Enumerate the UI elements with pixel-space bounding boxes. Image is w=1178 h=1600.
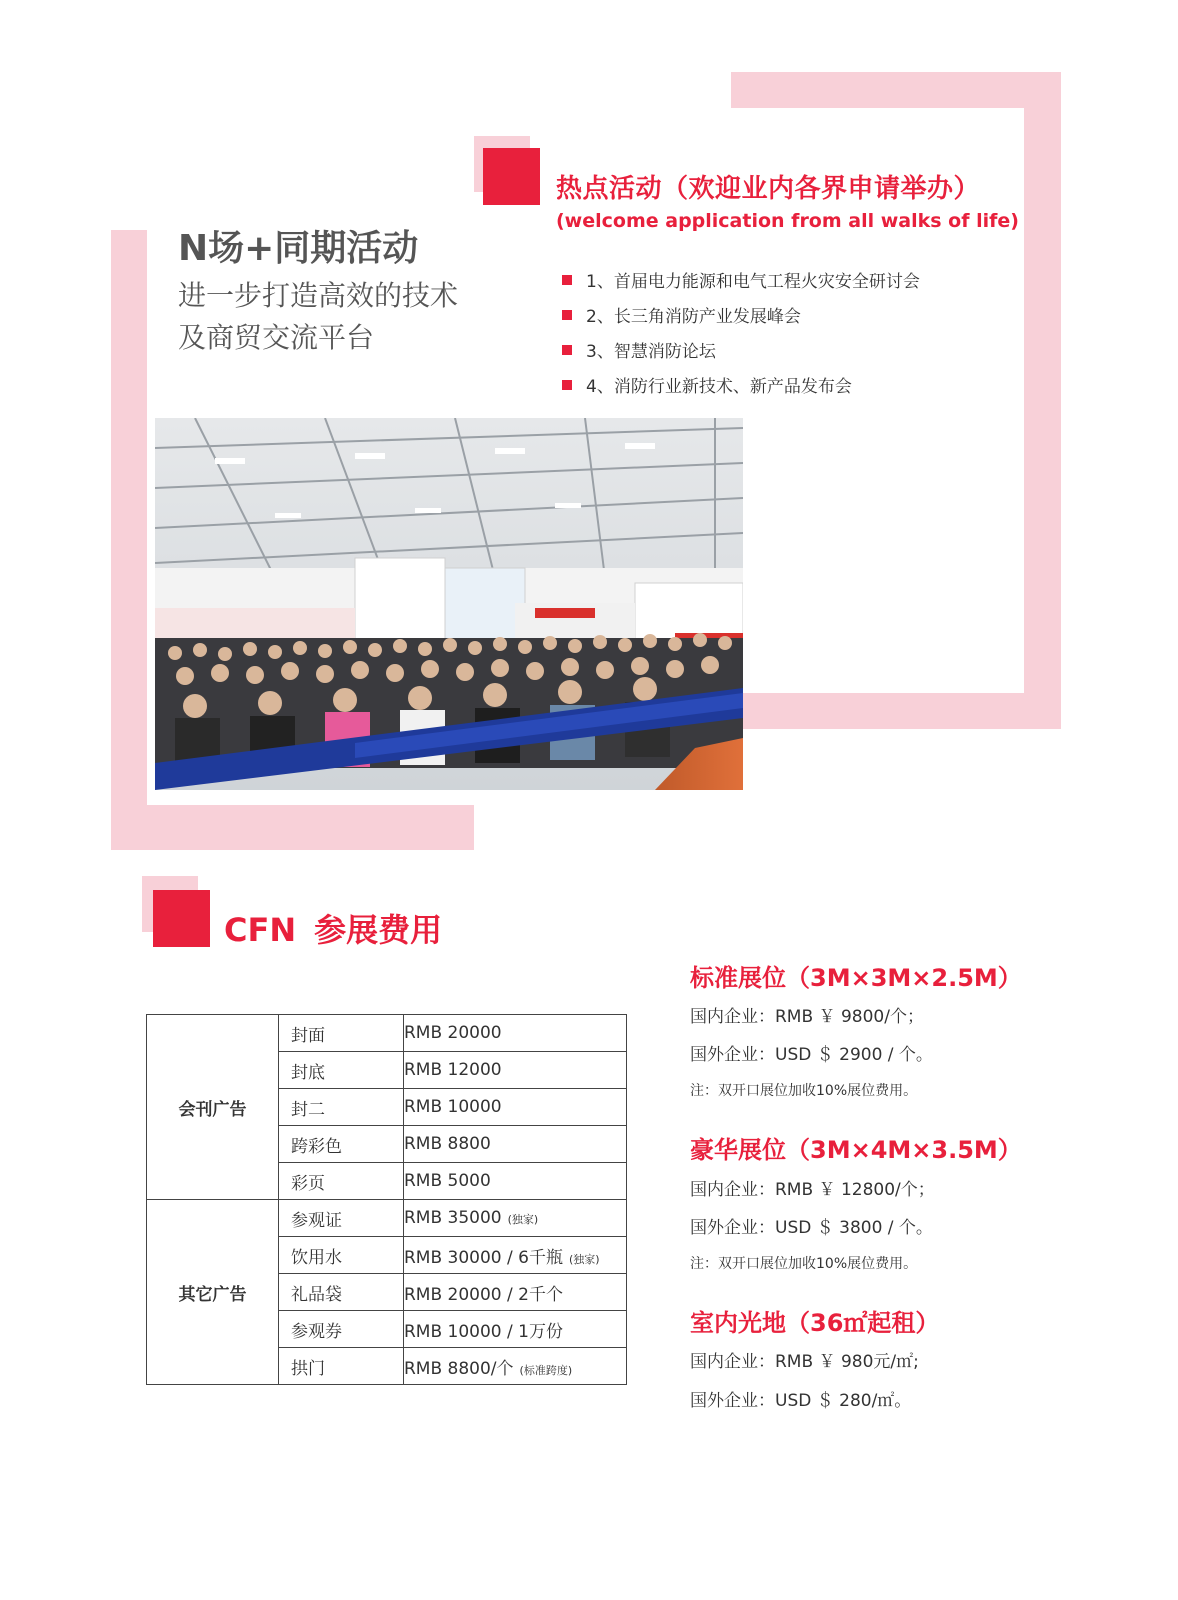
table-row <box>147 1200 627 1237</box>
fee-price: RMB 5000 <box>404 1163 627 1200</box>
intro-line: 进一步打造高效的技术 <box>178 279 459 312</box>
red-square-icon <box>153 890 210 947</box>
fee-price: RMB 10000 / 1万份 <box>404 1311 627 1348</box>
space-foreign-price: 国外企业：USD ＄ 280/㎡。 <box>690 1391 912 1411</box>
fee-price: RMB 12000 <box>404 1052 627 1089</box>
red-square-icon <box>483 148 540 205</box>
luxury-booth-note: 注：双开口展位加收10%展位费用。 <box>690 1256 918 1272</box>
conference-photo <box>155 418 743 790</box>
fee-item: 饮用水 <box>279 1237 404 1274</box>
fee-item: 拱门 <box>279 1348 404 1385</box>
fee-item: 封二 <box>279 1089 404 1126</box>
fees-title: CFN 参展费用 <box>224 911 443 949</box>
list-item: 4、消防行业新技术、新产品发布会 <box>562 367 920 402</box>
hot-events-subtitle: (welcome application from all walks of life) <box>556 210 1019 232</box>
fee-item: 彩页 <box>279 1163 404 1200</box>
group-label: 会刊广告 <box>147 1015 279 1200</box>
standard-domestic-price: 国内企业：RMB ￥ 9800/个； <box>690 1007 924 1027</box>
fee-note: (标准跨度) <box>519 1363 573 1377</box>
fees-table <box>146 1014 627 1385</box>
standard-booth-title: 标准展位（3M×3M×2.5M） <box>690 964 1022 992</box>
luxury-domestic-price: 国内企业：RMB ￥ 12800/个； <box>690 1180 935 1200</box>
indoor-space-title: 室内光地（36㎡起租） <box>690 1309 940 1337</box>
fee-price: RMB 8800/个 (标准跨度) <box>404 1348 627 1385</box>
conference-photo-illustration <box>155 418 743 790</box>
standard-foreign-price: 国外企业：USD ＄ 2900 / 个。 <box>690 1045 933 1065</box>
fee-note: (独家) <box>568 1252 600 1266</box>
fee-price: RMB 10000 <box>404 1089 627 1126</box>
space-domestic-price: 国内企业：RMB ￥ 980元/㎡; <box>690 1352 919 1372</box>
fee-item: 参观券 <box>279 1311 404 1348</box>
list-item: 1、首届电力能源和电气工程火灾安全研讨会 <box>562 262 920 297</box>
fee-price: RMB 8800 <box>404 1126 627 1163</box>
fee-note: (独家) <box>507 1213 539 1226</box>
square-bullet-icon <box>562 310 572 320</box>
luxury-foreign-price: 国外企业：USD ＄ 3800 / 个。 <box>690 1218 933 1238</box>
hot-events-list <box>562 262 920 402</box>
fee-price: RMB 20000 / 2千个 <box>404 1274 627 1311</box>
intro-title: N场+同期活动 <box>178 228 419 269</box>
group-label: 其它广告 <box>147 1200 279 1385</box>
fee-item: 封面 <box>279 1015 404 1052</box>
fee-price: RMB 35000 (独家) <box>404 1200 627 1237</box>
fee-item: 跨彩色 <box>279 1126 404 1163</box>
standard-booth-note: 注：双开口展位加收10%展位费用。 <box>690 1083 918 1099</box>
fee-item: 封底 <box>279 1052 404 1089</box>
hot-events-title: 热点活动（欢迎业内各界申请举办） <box>556 174 981 204</box>
intro-line: 及商贸交流平台 <box>178 321 375 354</box>
square-bullet-icon <box>562 380 572 390</box>
fee-price: RMB 20000 <box>404 1015 627 1052</box>
fee-item: 礼品袋 <box>279 1274 404 1311</box>
table-row <box>147 1015 627 1052</box>
list-item: 3、智慧消防论坛 <box>562 332 920 367</box>
list-item: 2、长三角消防产业发展峰会 <box>562 297 920 332</box>
fee-item: 参观证 <box>279 1200 404 1237</box>
square-bullet-icon <box>562 345 572 355</box>
fee-price: RMB 30000 / 6千瓶 (独家) <box>404 1237 627 1274</box>
luxury-booth-title: 豪华展位（3M×4M×3.5M） <box>690 1136 1022 1164</box>
square-bullet-icon <box>562 275 572 285</box>
